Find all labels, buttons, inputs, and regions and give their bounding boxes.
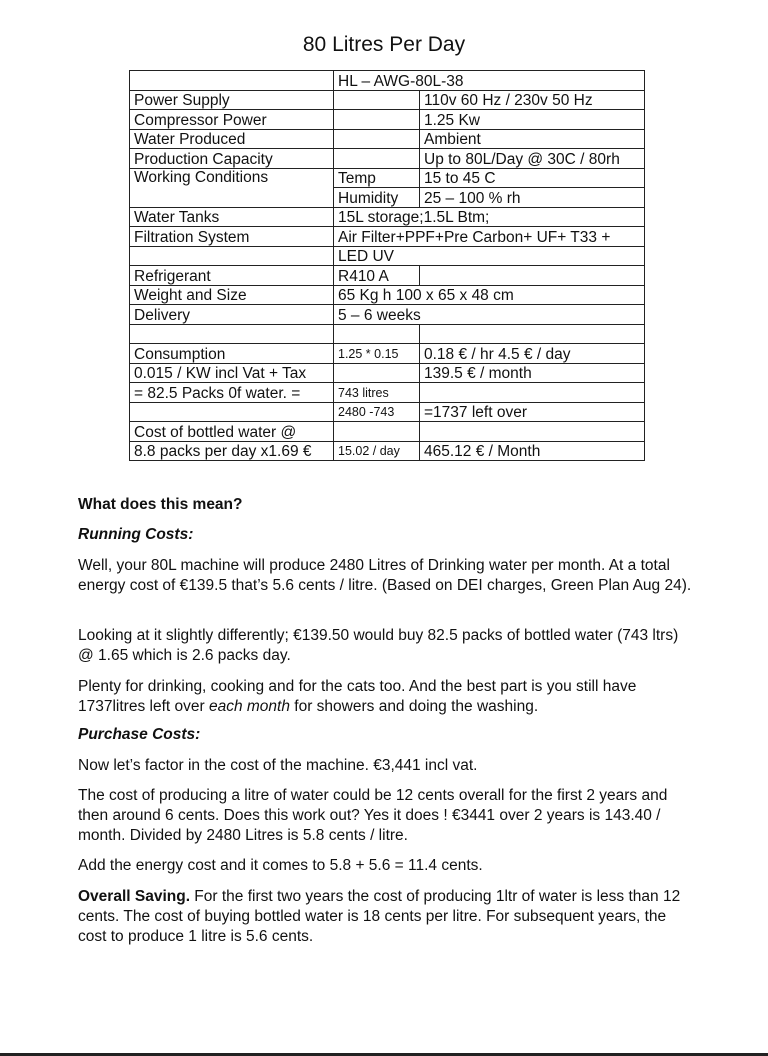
paragraph: Plenty for drinking, cooking and for the cats too. And the best part is you still have 1737litres left over each month for showers and doing the washing.	[78, 678, 637, 715]
table-row	[130, 324, 645, 344]
paragraph: Now let’s factor in the cost of the machine. €3,441 incl vat.	[78, 757, 478, 774]
question-heading: What does this mean?	[78, 496, 243, 513]
table-row: Compressor Power 1.25 Kw	[130, 110, 645, 130]
table-row: Filtration System Air Filter+PPF+Pre Carbon+ UF+ T33 +	[130, 227, 645, 247]
table-row: = 82.5 Packs 0f water. = 743 litres	[130, 383, 645, 403]
spec-table	[129, 70, 645, 461]
table-row: Delivery 5 – 6 weeks	[130, 305, 645, 325]
table-row: Working Conditions Temp 15 to 45 C	[130, 168, 645, 188]
table-row: 8.8 packs per day x1.69 € 15.02 / day 465.12 € / Month	[130, 441, 645, 461]
paragraph: Looking at it slightly differently; €139.50 would buy 82.5 packs of bottled water (743 ltrs) @ 1.65 which is 2.6 packs day.	[78, 627, 679, 664]
table-row: Humidity 25 – 100 % rh	[130, 188, 645, 208]
table-row: Consumption 1.25 * 0.15 0.18 € / hr 4.5 € / day	[130, 344, 645, 364]
paragraph: Add the energy cost and it comes to 5.8 + 5.6 = 11.4 cents.	[78, 857, 483, 874]
paragraph: Well, your 80L machine will produce 2480 Litres of Drinking water per month. At a total energy cost of €139.5 that’s 5.6 cents / litre. (Based on DEI charges, Green Plan Aug 24).	[78, 557, 692, 594]
table-row: Weight and Size 65 Kg h 100 x 65 x 48 cm	[130, 285, 645, 305]
table-row: Water Produced Ambient	[130, 129, 645, 149]
table-row: Cost of bottled water @	[130, 422, 645, 442]
purchase-costs-heading: Purchase Costs:	[78, 726, 201, 743]
table-row: Production Capacity Up to 80L/Day @ 30C / 80rh	[130, 149, 645, 169]
table-row: 0.015 / KW incl Vat + Tax 139.5 € / month	[130, 363, 645, 383]
table-row: Refrigerant R410 A	[130, 266, 645, 286]
table-row: Water Tanks 15L storage;1.5L Btm;	[130, 207, 645, 227]
paragraph: The cost of producing a litre of water could be 12 cents overall for the first 2 years and then around 6 cents. Does this work out? Yes it does ! €3441 over 2 years is 143.40 / month. Divided by 2480 Litres is 5.8 cents / litre.	[78, 787, 668, 844]
table-row: Power Supply 110v 60 Hz / 230v 50 Hz	[130, 90, 645, 110]
running-costs-heading: Running Costs:	[78, 526, 194, 543]
page-title: 80 Litres Per Day	[302, 33, 466, 56]
model-name: HL – AWG-80L-38	[334, 71, 645, 91]
table-row: 2480 -743 =1737 left over	[130, 402, 645, 422]
paragraph: Overall Saving. For the first two years the cost of producing 1ltr of water is less than 12 cents. The cost of buying bottled water is 18 cents per litre. For subsequent years, the cost to produce 1 litre is 5.6 cents.	[78, 888, 681, 945]
table-row	[130, 71, 645, 91]
table-row: LED UV	[130, 246, 645, 266]
